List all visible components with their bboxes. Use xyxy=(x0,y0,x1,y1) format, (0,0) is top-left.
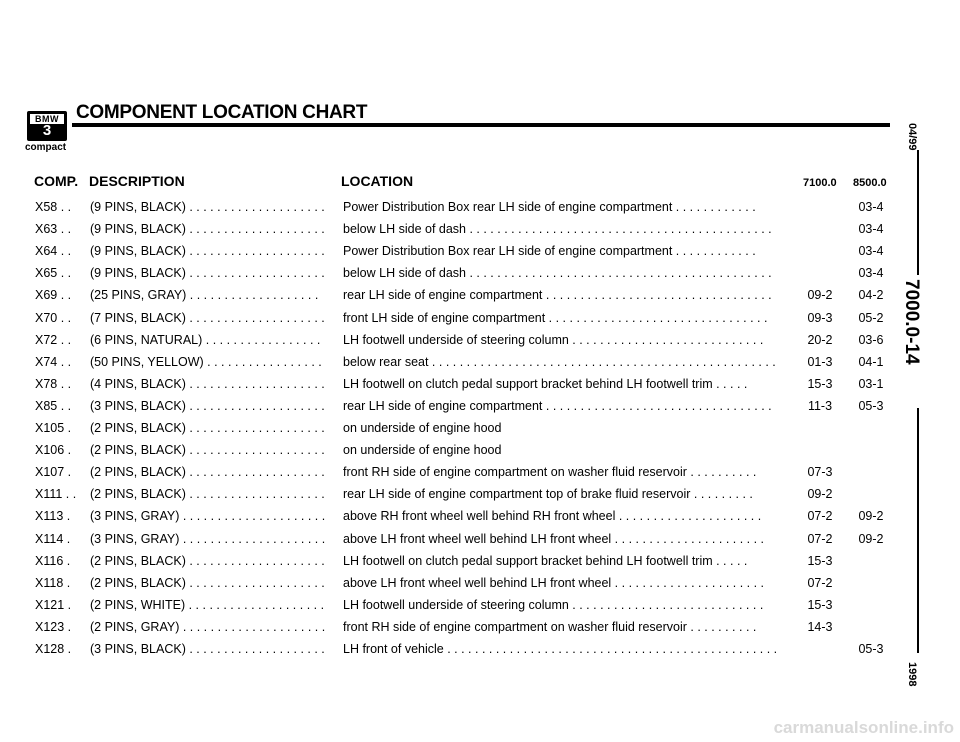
cell-comp: X118 . xyxy=(35,575,71,590)
cell-description: (2 PINS, BLACK) . . . . . . . . . . . . . . . . . . . . xyxy=(90,465,325,480)
cell-location: below rear seat . . . . . . . . . . . . . . . . . . . . . . . . . . . . . . . . . . . . . . . . . . . . . . . . . . xyxy=(343,354,776,369)
column-header-description: DESCRIPTION xyxy=(89,173,185,189)
table-row xyxy=(0,311,900,333)
cell-comp: X63 . . xyxy=(35,222,72,237)
cell-7100: 11-3 xyxy=(807,398,833,413)
cell-8500: 03-1 xyxy=(858,376,884,391)
logo-brand: BMW xyxy=(35,114,59,124)
cell-location: on underside of engine hood xyxy=(343,421,502,435)
bmw-3-logo xyxy=(27,111,67,141)
cell-7100: 07-2 xyxy=(807,531,833,546)
cell-comp: X105 . xyxy=(35,421,72,435)
model-year: 1998 xyxy=(906,662,918,687)
cell-8500: 04-1 xyxy=(858,354,884,369)
cell-description: (6 PINS, NATURAL) . . . . . . . . . . . . . . . . . xyxy=(90,332,321,347)
table-row xyxy=(0,509,900,531)
page-title: COMPONENT LOCATION CHART xyxy=(76,102,368,123)
cell-8500: 09-2 xyxy=(858,509,884,524)
cell-description: (2 PINS, BLACK) . . . . . . . . . . . . . . . . . . . . xyxy=(90,421,325,435)
cell-comp: X65 . . xyxy=(35,266,72,281)
cell-8500: 05-2 xyxy=(858,310,884,325)
cell-location: rear LH side of engine compartment top of brake fluid reservoir . . . . . . . . . xyxy=(343,487,753,502)
cell-description: (9 PINS, BLACK) . . . . . . . . . . . . . . . . . . . . xyxy=(90,200,325,214)
table-row xyxy=(0,355,900,377)
cell-location: rear LH side of engine compartment . . . . . . . . . . . . . . . . . . . . . . . . . . . . . . . . . xyxy=(343,288,772,303)
table-row xyxy=(0,532,900,554)
cell-location: front RH side of engine compartment on washer fluid reservoir . . . . . . . . . . xyxy=(343,619,757,634)
cell-7100: 15-3 xyxy=(807,597,833,612)
title-rule xyxy=(72,123,890,127)
cell-8500: 03-6 xyxy=(858,332,884,347)
cell-location: LH footwell underside of steering column . . . . . . . . . . . . . . . . . . . . . . . . . . . . xyxy=(343,332,764,347)
cell-comp: X70 . . xyxy=(35,310,72,325)
table-row xyxy=(0,244,900,266)
cell-description: (2 PINS, BLACK) . . . . . . . . . . . . . . . . . . . . xyxy=(90,553,325,568)
cell-location: front RH side of engine compartment on washer fluid reservoir . . . . . . . . . . xyxy=(343,465,757,480)
page-code: 7000.0-14 xyxy=(901,279,922,365)
cell-8500: 03-4 xyxy=(858,244,884,259)
cell-location: LH front of vehicle . . . . . . . . . . . . . . . . . . . . . . . . . . . . . . . . . . . . . . . . . . . . . . . . xyxy=(343,642,778,656)
cell-comp: X128 . xyxy=(35,642,72,656)
cell-comp: X121 . xyxy=(35,597,72,612)
cell-description: (9 PINS, BLACK) . . . . . . . . . . . . . . . . . . . . xyxy=(90,266,325,281)
cell-8500: 03-4 xyxy=(858,266,884,281)
cell-7100: 07-3 xyxy=(807,465,833,480)
cell-comp: X106 . xyxy=(35,443,72,458)
table-row xyxy=(0,200,900,222)
cell-comp: X111 . . xyxy=(35,487,77,502)
cell-location: front LH side of engine compartment . . . . . . . . . . . . . . . . . . . . . . . . . . . . . . . . xyxy=(343,310,768,325)
cell-7100: 07-2 xyxy=(807,509,833,524)
revision-date: 04/99 xyxy=(906,123,918,151)
cell-location: LH footwell on clutch pedal support bracket behind LH footwell trim . . . . . xyxy=(343,553,748,568)
column-header-location: LOCATION xyxy=(341,173,414,189)
cell-description: (25 PINS, GRAY) . . . . . . . . . . . . . . . . . . . xyxy=(90,288,319,303)
cell-description: (2 PINS, BLACK) . . . . . . . . . . . . . . . . . . . . xyxy=(90,487,325,502)
cell-comp: X123 . xyxy=(35,619,72,634)
cell-comp: X116 . xyxy=(35,553,71,568)
cell-description: (3 PINS, GRAY) . . . . . . . . . . . . . . . . . . . . . xyxy=(90,531,326,546)
cell-comp: X72 . . xyxy=(35,332,72,347)
cell-description: (2 PINS, GRAY) . . . . . . . . . . . . . . . . . . . . . xyxy=(90,619,326,634)
logo-number: 3 xyxy=(30,124,64,138)
cell-description: (3 PINS, GRAY) . . . . . . . . . . . . . . . . . . . . . xyxy=(90,509,326,524)
cell-description: (7 PINS, BLACK) . . . . . . . . . . . . . . . . . . . . xyxy=(90,310,325,325)
cell-description: (50 PINS, YELLOW) . . . . . . . . . . . . . . . . . xyxy=(90,354,322,369)
cell-description: (2 PINS, BLACK) . . . . . . . . . . . . . . . . . . . . xyxy=(90,575,325,590)
cell-8500: 03-4 xyxy=(858,200,884,214)
watermark: carmanualsonline.info xyxy=(773,718,954,737)
cell-location: above RH front wheel well behind RH front wheel . . . . . . . . . . . . . . . . . . . . . xyxy=(343,509,762,524)
table-row xyxy=(0,487,900,509)
table-row xyxy=(0,598,900,620)
cell-7100: 01-3 xyxy=(807,354,833,369)
cell-location: Power Distribution Box rear LH side of engine compartment . . . . . . . . . . . . xyxy=(343,244,756,259)
table-row xyxy=(0,443,900,465)
table-row xyxy=(0,576,900,598)
cell-description: (3 PINS, BLACK) . . . . . . . . . . . . . . . . . . . . xyxy=(90,642,325,656)
cell-comp: X58 . . xyxy=(35,200,72,214)
cell-comp: X64 . . xyxy=(35,244,72,259)
cell-7100: 07-2 xyxy=(807,575,833,590)
cell-comp: X85 . . xyxy=(35,398,72,413)
table-row xyxy=(0,642,900,664)
table-row xyxy=(0,465,900,487)
cell-location: above LH front wheel well behind LH front wheel . . . . . . . . . . . . . . . . . . . . . . xyxy=(343,531,765,546)
cell-comp: X74 . . xyxy=(35,354,72,369)
cell-comp: X69 . . xyxy=(35,288,72,303)
cell-7100: 09-3 xyxy=(807,310,833,325)
column-header-comp: COMP. xyxy=(34,173,79,189)
cell-location: below LH side of dash . . . . . . . . . . . . . . . . . . . . . . . . . . . . . . . . . . . . . . . . . . . . xyxy=(343,266,772,281)
cell-description: (9 PINS, BLACK) . . . . . . . . . . . . . . . . . . . . xyxy=(90,244,325,259)
cell-location: LH footwell underside of steering column . . . . . . . . . . . . . . . . . . . . . . . . . . . . xyxy=(343,597,764,612)
cell-8500: 05-3 xyxy=(858,642,884,656)
column-header-8500: 8500.0 xyxy=(853,177,887,189)
cell-8500: 04-2 xyxy=(858,288,884,303)
cell-description: (2 PINS, WHITE) . . . . . . . . . . . . . . . . . . . . xyxy=(90,597,325,612)
cell-7100: 15-3 xyxy=(807,553,833,568)
cell-7100: 14-3 xyxy=(807,619,833,634)
cell-8500: 05-3 xyxy=(858,398,884,413)
cell-7100: 09-2 xyxy=(807,288,833,303)
cell-comp: X114 . xyxy=(35,531,71,546)
table-row xyxy=(0,620,900,642)
cell-description: (2 PINS, BLACK) . . . . . . . . . . . . . . . . . . . . xyxy=(90,443,325,458)
cell-location: LH footwell on clutch pedal support bracket behind LH footwell trim . . . . . xyxy=(343,376,748,391)
table-row xyxy=(0,222,900,244)
cell-8500: 09-2 xyxy=(858,531,884,546)
cell-location: Power Distribution Box rear LH side of engine compartment . . . . . . . . . . . . xyxy=(343,200,756,214)
cell-location: on underside of engine hood xyxy=(343,443,502,458)
cell-7100: 15-3 xyxy=(807,376,833,391)
cell-7100: 09-2 xyxy=(807,487,833,502)
cell-7100: 20-2 xyxy=(807,332,833,347)
table-row xyxy=(0,266,900,288)
table-row xyxy=(0,333,900,355)
table-row xyxy=(0,554,900,576)
side-rule-top xyxy=(917,150,919,275)
side-rule-bottom xyxy=(917,408,919,653)
logo-subtitle: compact xyxy=(25,142,67,153)
table-row xyxy=(0,399,900,421)
cell-comp: X113 . xyxy=(35,509,71,524)
cell-location: rear LH side of engine compartment . . . . . . . . . . . . . . . . . . . . . . . . . . . . . . . . . xyxy=(343,398,772,413)
cell-comp: X78 . . xyxy=(35,376,72,391)
cell-description: (9 PINS, BLACK) . . . . . . . . . . . . . . . . . . . . xyxy=(90,222,325,237)
column-header-7100: 7100.0 xyxy=(803,177,837,189)
table-row xyxy=(0,377,900,399)
cell-location: below LH side of dash . . . . . . . . . . . . . . . . . . . . . . . . . . . . . . . . . . . . . . . . . . . . xyxy=(343,222,772,237)
cell-description: (4 PINS, BLACK) . . . . . . . . . . . . . . . . . . . . xyxy=(90,376,325,391)
cell-description: (3 PINS, BLACK) . . . . . . . . . . . . . . . . . . . . xyxy=(90,398,325,413)
table-row xyxy=(0,288,900,310)
cell-8500: 03-4 xyxy=(858,222,884,237)
cell-location: above LH front wheel well behind LH front wheel . . . . . . . . . . . . . . . . . . . . . . xyxy=(343,575,765,590)
cell-comp: X107 . xyxy=(35,465,72,480)
table-row xyxy=(0,421,900,443)
